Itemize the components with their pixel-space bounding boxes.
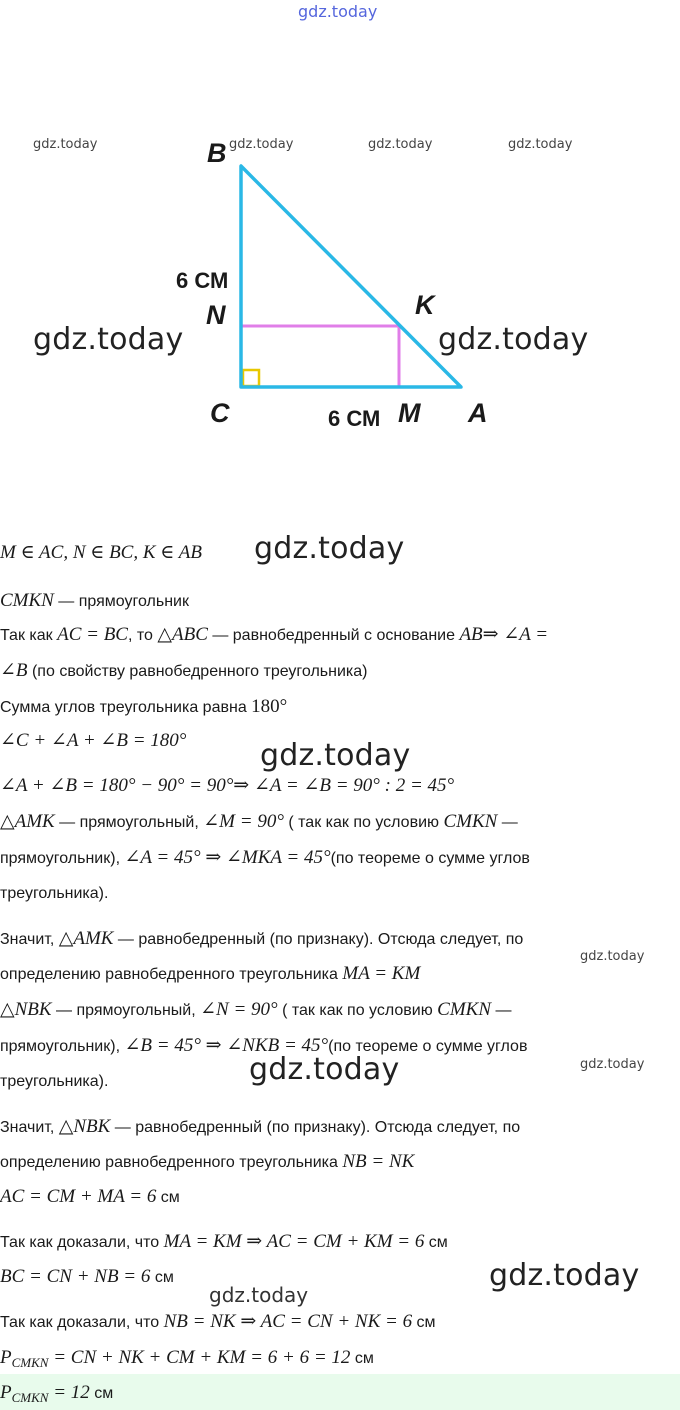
solution-line-7: ∠A + ∠B = 180° − 90° = 90°⇒ ∠A = ∠B = 90° : 2 = 45° [0,775,455,796]
solution-line-13: △NBK — прямоугольный, ∠N = 90° ( так как по условию CMKN — [0,999,512,1020]
watermark-large: gdz.today [489,1258,640,1293]
solution-line-14: прямоугольник), ∠B = 45° ⇒ ∠NKB = 45°(по теореме о сумме углов [0,1035,528,1056]
solution-line-5: Сумма углов треугольника равна 180° [0,696,288,717]
triangle-figure [0,130,680,440]
side-ca-length: 6 СМ [328,406,381,431]
point-m-label: M [398,398,421,428]
watermark-large: gdz.today [254,531,405,566]
solution-line-10: треугольника). [0,885,109,902]
vertex-c-label: C [210,398,230,428]
solution-line-1: M ∈ AC, N ∈ BC, K ∈ AB [0,542,202,563]
side-bc-length: 6 СМ [176,268,229,293]
watermark-large: gdz.today [260,738,411,773]
vertex-a-label: A [468,398,488,428]
solution-line-21: Так как доказали, что NB = NK ⇒ AC = CN + NK = 6 см [0,1311,436,1332]
solution-line-20: BC = CN + NB = 6 см [0,1266,174,1287]
watermark: gdz.today [580,1057,645,1072]
solution-line-11: Значит, △AMK — равнобедренный (по признаку). Отсюда следует, по [0,928,524,949]
solution-line-8: △AMK — прямоугольный, ∠M = 90° ( так как по условию CMKN — [0,811,518,832]
watermark-top: gdz.today [298,2,378,21]
solution-line-3: Так как AC = BC, то △ABC — равнобедренный с основание AB⇒ ∠A = [0,624,549,645]
watermark: gdz.today [33,137,98,152]
solution-line-2: CMKN — прямоугольник [0,590,189,611]
watermark: gdz.today [508,137,573,152]
watermark: gdz.today [229,137,294,152]
triangle-abc [241,166,461,387]
solution-line-22: $P_{CMKN}$ = CN + NK + CM + KM = 6 + 6 = 12 см [0,1347,374,1371]
vertex-b-label: B [207,138,227,168]
right-angle-mark [243,370,259,386]
solution-line-19: Так как доказали, что MA = KM ⇒ AC = CM + KM = 6 см [0,1231,448,1252]
solution-line-6: ∠C + ∠A + ∠B = 180° [0,730,187,751]
solution-line-9: прямоугольник), ∠A = 45° ⇒ ∠MKA = 45°(по теореме о сумме углов [0,847,530,868]
watermark-large: gdz.today [438,322,589,357]
solution-final-answer: $P_{CMKN} = 12$ см [0,1382,114,1406]
watermark: gdz.today [368,137,433,152]
solution-line-4: ∠B (по свойству равнобедренного треугольника) [0,660,368,681]
solution-line-12: определению равнобедренного треугольника MA = KM [0,963,421,984]
solution-line-17: определению равнобедренного треугольника NB = NK [0,1151,415,1172]
solution-line-15: треугольника). [0,1073,109,1090]
watermark: gdz.today [209,1283,309,1307]
watermark-large: gdz.today [33,322,184,357]
point-k-label: K [415,290,435,320]
watermark-large: gdz.today [249,1052,400,1087]
solution-line-16: Значит, △NBK — равнобедренный (по признаку). Отсюда следует, по [0,1116,521,1137]
solution-line-18: AC = CM + MA = 6 см [0,1186,180,1207]
watermark: gdz.today [580,949,645,964]
point-n-label: N [206,300,226,330]
